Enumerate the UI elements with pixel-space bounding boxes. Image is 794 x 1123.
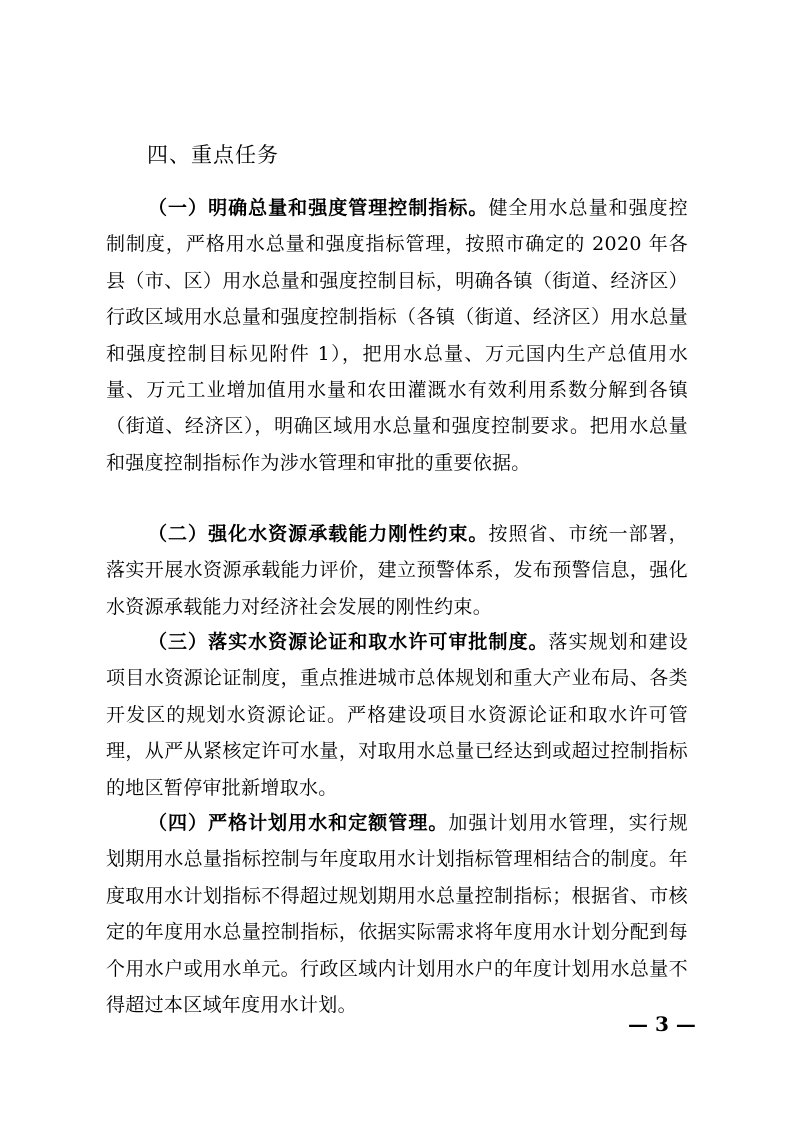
paragraph-4 [106,805,688,1023]
paragraph-2-heading: （二）强化水资源承载能力刚性约束。 [148,523,489,545]
paragraph-1 [106,190,688,481]
paragraph-3-heading: （三）落实水资源论证和取水许可审批制度。 [148,631,549,653]
paragraph-1-body: 健全用水总量和强度控制制度，严格用水总量和强度指标管理，按照市确定的 2020 年各县（市、区）用水总量和强度控制目标，明确各镇（街道、经济区）行政区域用水总量和强度控制指标（各镇（街道、经济区）用水总量和强度控制目标见附件 1），把用水总量、万元国内生产总值用水量、万元工业增加值用水量和农田灌溉水有效利用系数分解到各镇（街道、经济区），明确区域用水总量和强度控制要求。把用水总量和强度控制指标作为涉水管理和审批的重要依据。 [106,197,688,474]
paragraph-2-body: 按照省、市统一部署，落实开展水资源承载能力评价，建立预警体系，发布预警信息，强化水资源承载能力对经济社会发展的刚性约束。 [106,523,688,618]
page-number: — 3 — [628,1012,696,1036]
section-heading: 四、重点任务 [147,143,279,167]
paragraph-4-heading: （四）严格计划用水和定额管理。 [148,812,449,834]
paragraph-4-body: 加强计划用水管理，实行规划期用水总量指标控制与年度取用水计划指标管理相结合的制度。年度取用水计划指标不得超过规划期用水总量控制指标；根据省、市核定的年度用水总量控制指标，依据实际需求将年度用水计划分配到每个用水户或用水单元。行政区域内计划用水户的年度计划用水总量不得超过本区域年度用水计划。 [106,812,688,1017]
paragraph-3 [106,624,688,806]
paragraph-1-heading: （一）明确总量和强度管理控制指标。 [148,197,489,219]
paragraph-3-body: 落实规划和建设项目水资源论证制度，重点推进城市总体规划和重大产业布局、各类开发区的规划水资源论证。严格建设项目水资源论证和取水许可管理，从严从紧核定许可水量，对取用水总量已经达到或超过控制指标的地区暂停审批新增取水。 [106,631,688,799]
paragraph-2 [106,516,688,625]
